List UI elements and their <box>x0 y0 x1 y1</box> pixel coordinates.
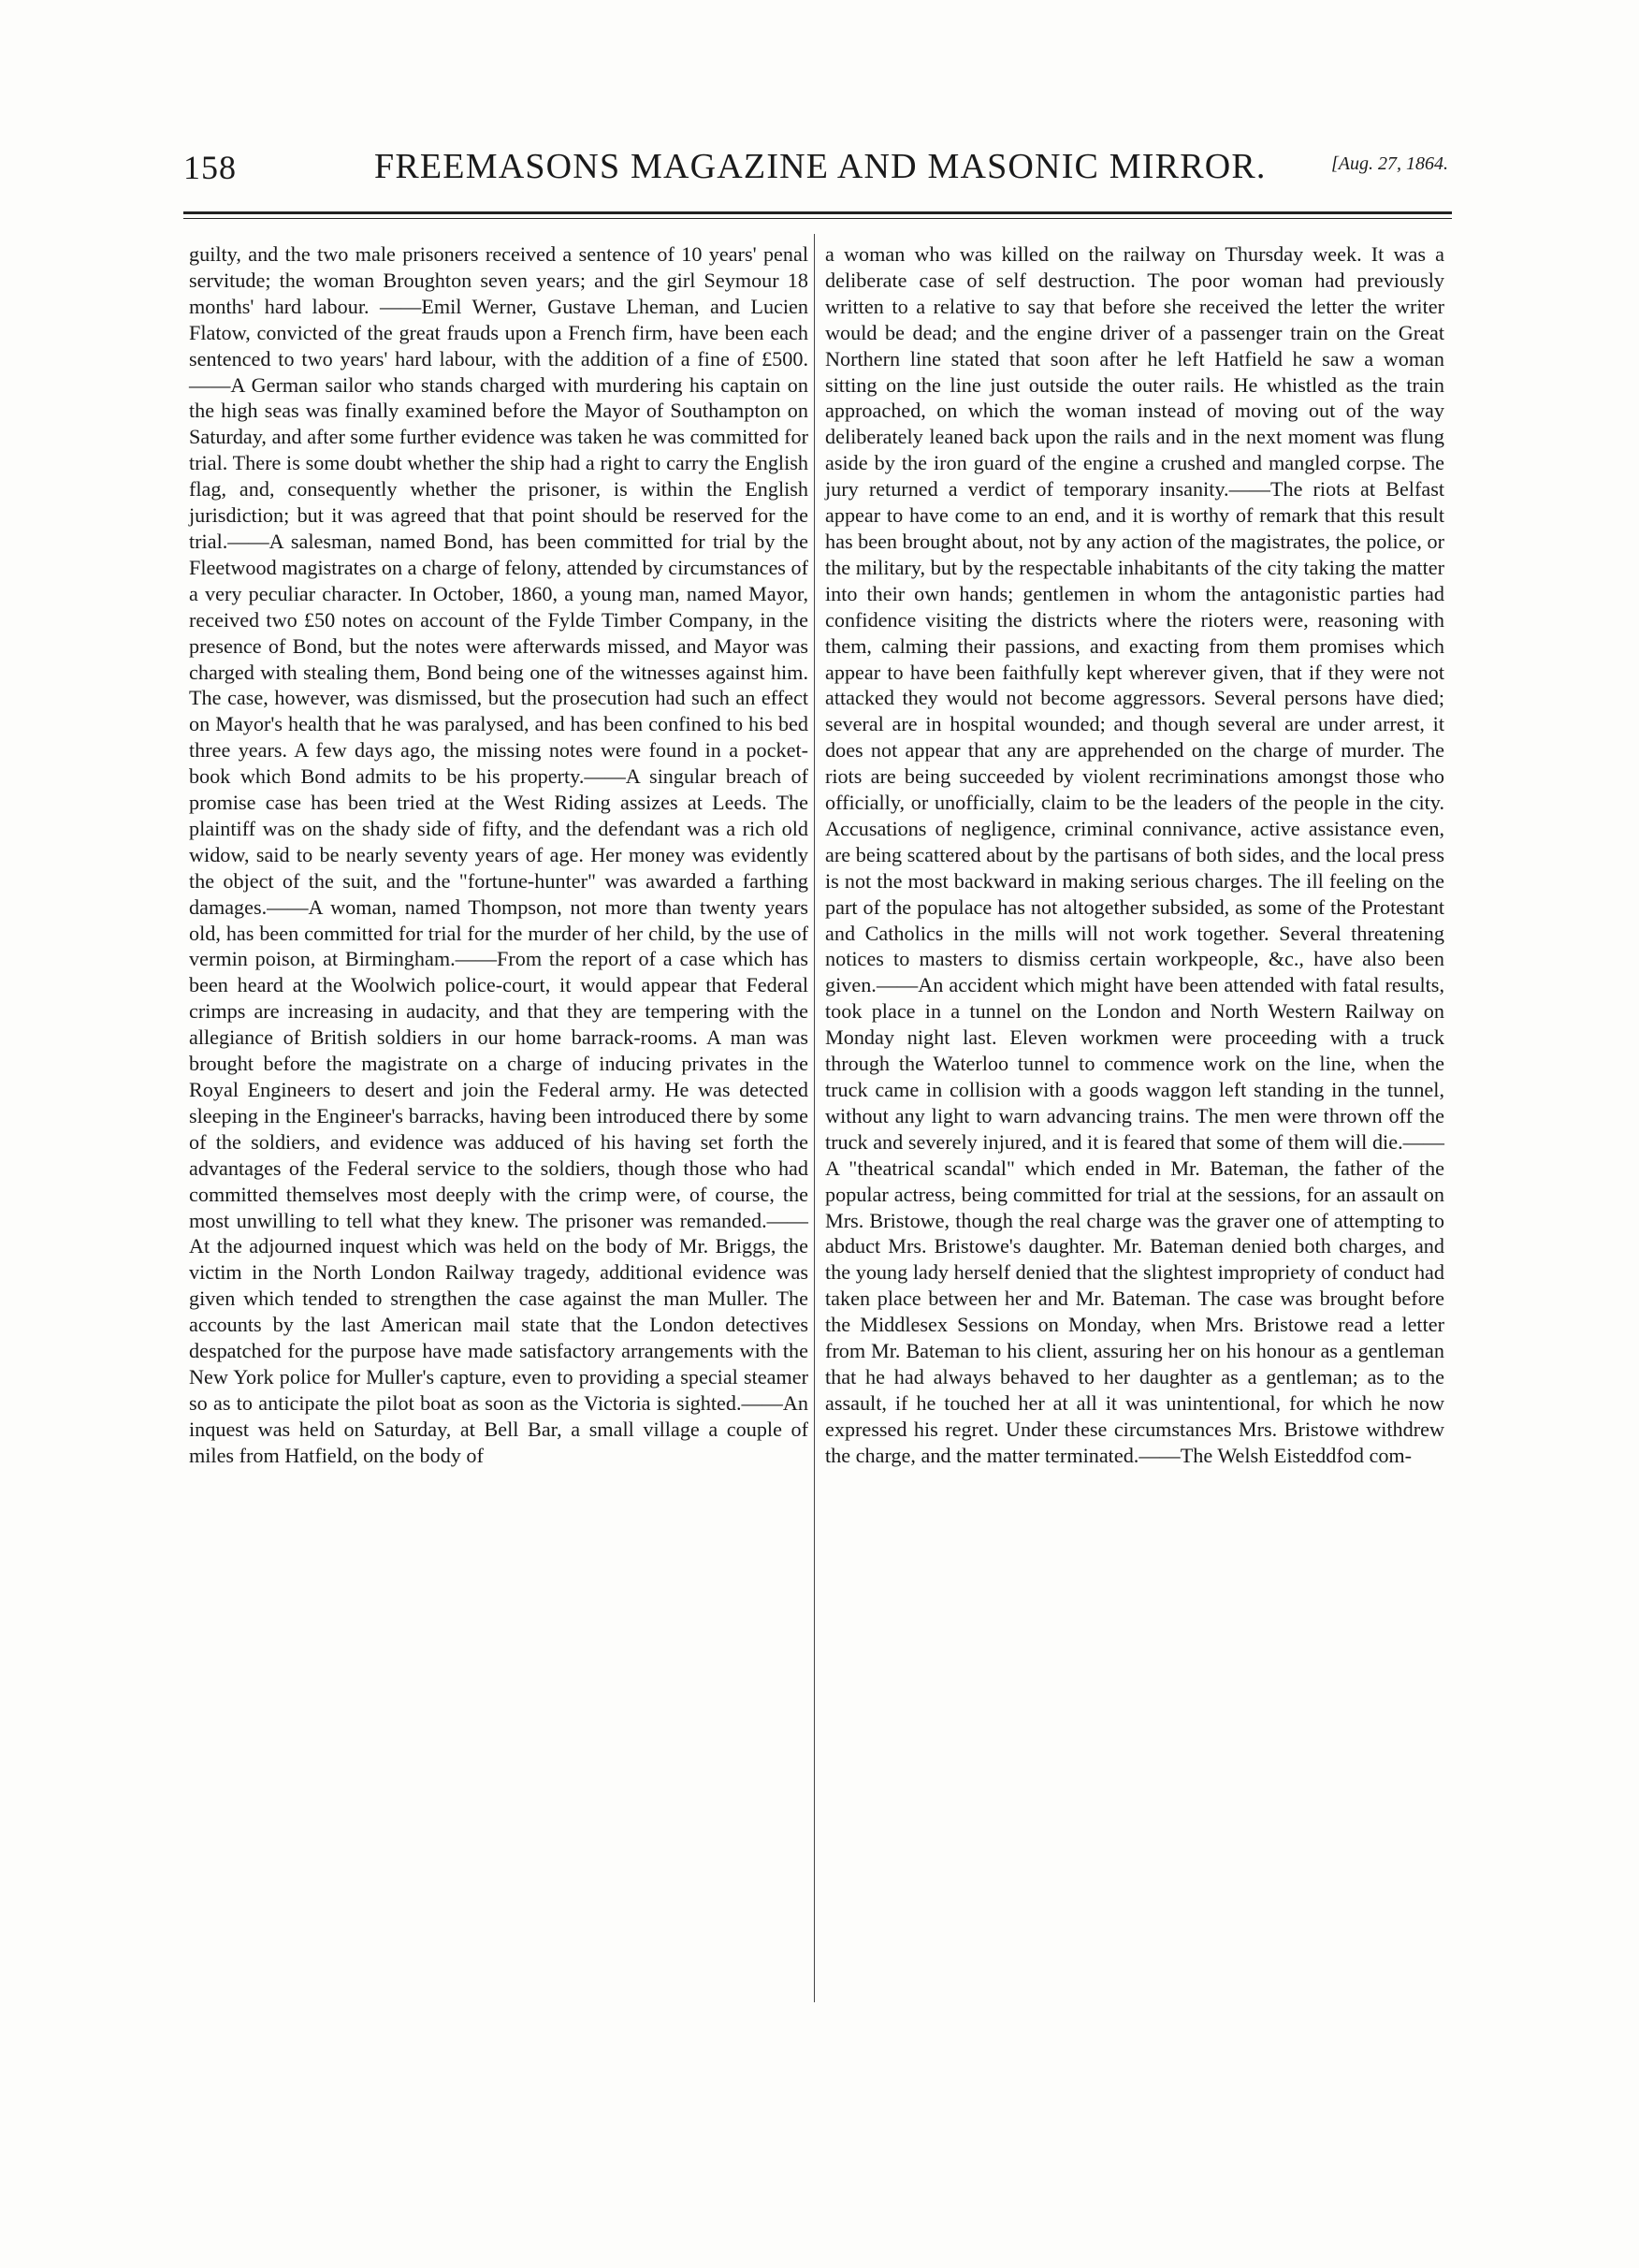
issue-date: [Aug. 27, 1864. <box>1331 153 1448 174</box>
left-column-text: guilty, and the two male prisoners received a sentence of 10 years' penal servitude; the woman Broughton seven years; and the girl Seymour 18 months' hard labour. ——Emil Werner, Gustave Lheman, and Lucien Flatow, convicted of the great frauds upon a French firm, have been each sentenced to two years' hard labour, with the addition of a fine of £500.——A German sailor who stands charged with murdering his captain on the high seas was finally examined before the Mayor of Southampton on Saturday, and after some further evidence was taken he was committed for trial. There is some doubt whether the ship had a right to carry the English flag, and, consequently whether the prisoner, is within the English jurisdiction; but it was agreed that that point should be reserved for the trial.——A salesman, named Bond, has been committed for trial by the Fleetwood magistrates on a charge of felony, attended by circumstances of a very peculiar character. In October, 1860, a young man, named Mayor, received two £50 notes on account of the Fylde Timber Company, in the presence of Bond, but the notes were afterwards missed, and Mayor was charged with stealing them, Bond being one of the witnesses against him. The case, however, was dismissed, but the prosecution had such an effect on Mayor's health that he was paralysed, and has been confined to his bed three years. A few days ago, the missing notes were found in a pocket-book which Bond admits to be his property.——A singular breach of promise case has been tried at the West Riding assizes at Leeds. The plaintiff was on the shady side of fifty, and the defendant was a rich old widow, said to be nearly seventy years of age. Her money was evidently the object of the suit, and the "fortune-hunter" was awarded a farthing damages.——A woman, named Thompson, not more than twenty years old, has been committed for trial for the murder of her child, by the use of vermin poison, at Birmingham.——From the report of a case which has been heard at the Woolwich police-court, it would appear that Federal crimps are increasing in audacity, and that they are tempering with the allegiance of British soldiers in our home barrack-rooms. A man was brought before the magistrate on a charge of inducing privates in the Royal Engineers to desert and join the Federal army. He was detected sleeping in the Engineer's barracks, having been introduced there by some of the soldiers, and evidence was adduced of his having set forth the advantages of the Federal service to the soldiers, though those who had committed themselves most deeply with the crimp were, of course, the most unwilling to tell what they knew. The prisoner was remanded.——At the adjourned inquest which was held on the body of Mr. Briggs, the victim in the North London Railway tragedy, additional evidence was given which tended to strengthen the case against the man Muller. The accounts by the last American mail state that the London detectives despatched for the purpose have made satisfactory arrangements with the New York police for Muller's capture, even to providing a special steamer so as to anticipate the pilot boat as soon as the Victoria is sighted.——An inquest was held on Saturday, at Bell Bar, a small village a couple of miles from Hatfield, on the body of <box>189 242 808 1467</box>
header-rule-thick <box>183 211 1452 214</box>
column-divider <box>814 234 815 2002</box>
left-column <box>189 241 808 1469</box>
page-number: 158 <box>183 149 237 186</box>
right-column <box>825 241 1444 1469</box>
running-title: FREEMASONS MAGAZINE AND MASONIC MIRROR. <box>374 147 1267 186</box>
page-header <box>183 140 1448 196</box>
right-column-text: a woman who was killed on the railway on Thursday week. It was a deliberate case of self destruction. The poor woman had previously written to a relative to say that before she received the letter the writer would be dead; and the engine driver of a passenger train on the Great Northern line stated that soon after he left Hatfield he saw a woman sitting on the line just outside the outer rails. He whistled as the train approached, on which the woman instead of moving out of the way deliberately leaned back upon the rails and in the next moment was flung aside by the iron guard of the engine a crushed and mangled corpse. The jury returned a verdict of temporary insanity.——The riots at Belfast appear to have come to an end, and it is worthy of remark that this result has been brought about, not by any action of the magistrates, the police, or the military, but by the respectable inhabitants of the city taking the matter into their own hands; gentlemen in whom the antagonistic parties had confidence visiting the districts where the rioters were, reasoning with them, calming their passions, and exacting from them promises which appear to have been faithfully kept wherever given, that if they were not attacked they would not become aggressors. Several persons have died; several are in hospital wounded; and though several are under arrest, it does not appear that any are apprehended on the charge of murder. The riots are being succeeded by violent recriminations amongst those who officially, or unofficially, claim to be the leaders of the people in the city. Accusations of negligence, criminal connivance, active assistance even, are being scattered about by the partisans of both sides, and the local press is not the most backward in making serious charges. The ill feeling on the part of the populace has not altogether subsided, as some of the Protestant and Catholics in the mills will not work together. Several threatening notices to masters to dismiss certain workpeople, &c., have also been given.——An accident which might have been attended with fatal results, took place in a tunnel on the London and North Western Railway on Monday night last. Eleven workmen were proceeding with a truck through the Waterloo tunnel to commence work on the line, when the truck came in collision with a goods waggon left standing in the tunnel, without any light to warn advancing trains. The men were thrown off the truck and severely injured, and it is feared that some of them will die.——A "theatrical scandal" which ended in Mr. Bateman, the father of the popular actress, being committed for trial at the sessions, for an assault on Mrs. Bristowe, though the real charge was the graver one of attempting to abduct Mrs. Bristowe's daughter. Mr. Bateman denied both charges, and the young lady herself denied that the slightest impropriety of conduct had taken place between her and Mr. Bateman. The case was brought before the Middlesex Sessions on Monday, when Mrs. Bristowe read a letter from Mr. Bateman to his client, assuring her on his honour as a gentleman that he had always behaved to her daughter as a gentleman; as to the assault, if he touched her at all it was unintentional, for which he now expressed his regret. Under these circumstances Mrs. Bristowe withdrew the charge, and the matter terminated.——The Welsh Eisteddfod com- <box>825 242 1444 1467</box>
header-rule-thin <box>183 218 1452 219</box>
